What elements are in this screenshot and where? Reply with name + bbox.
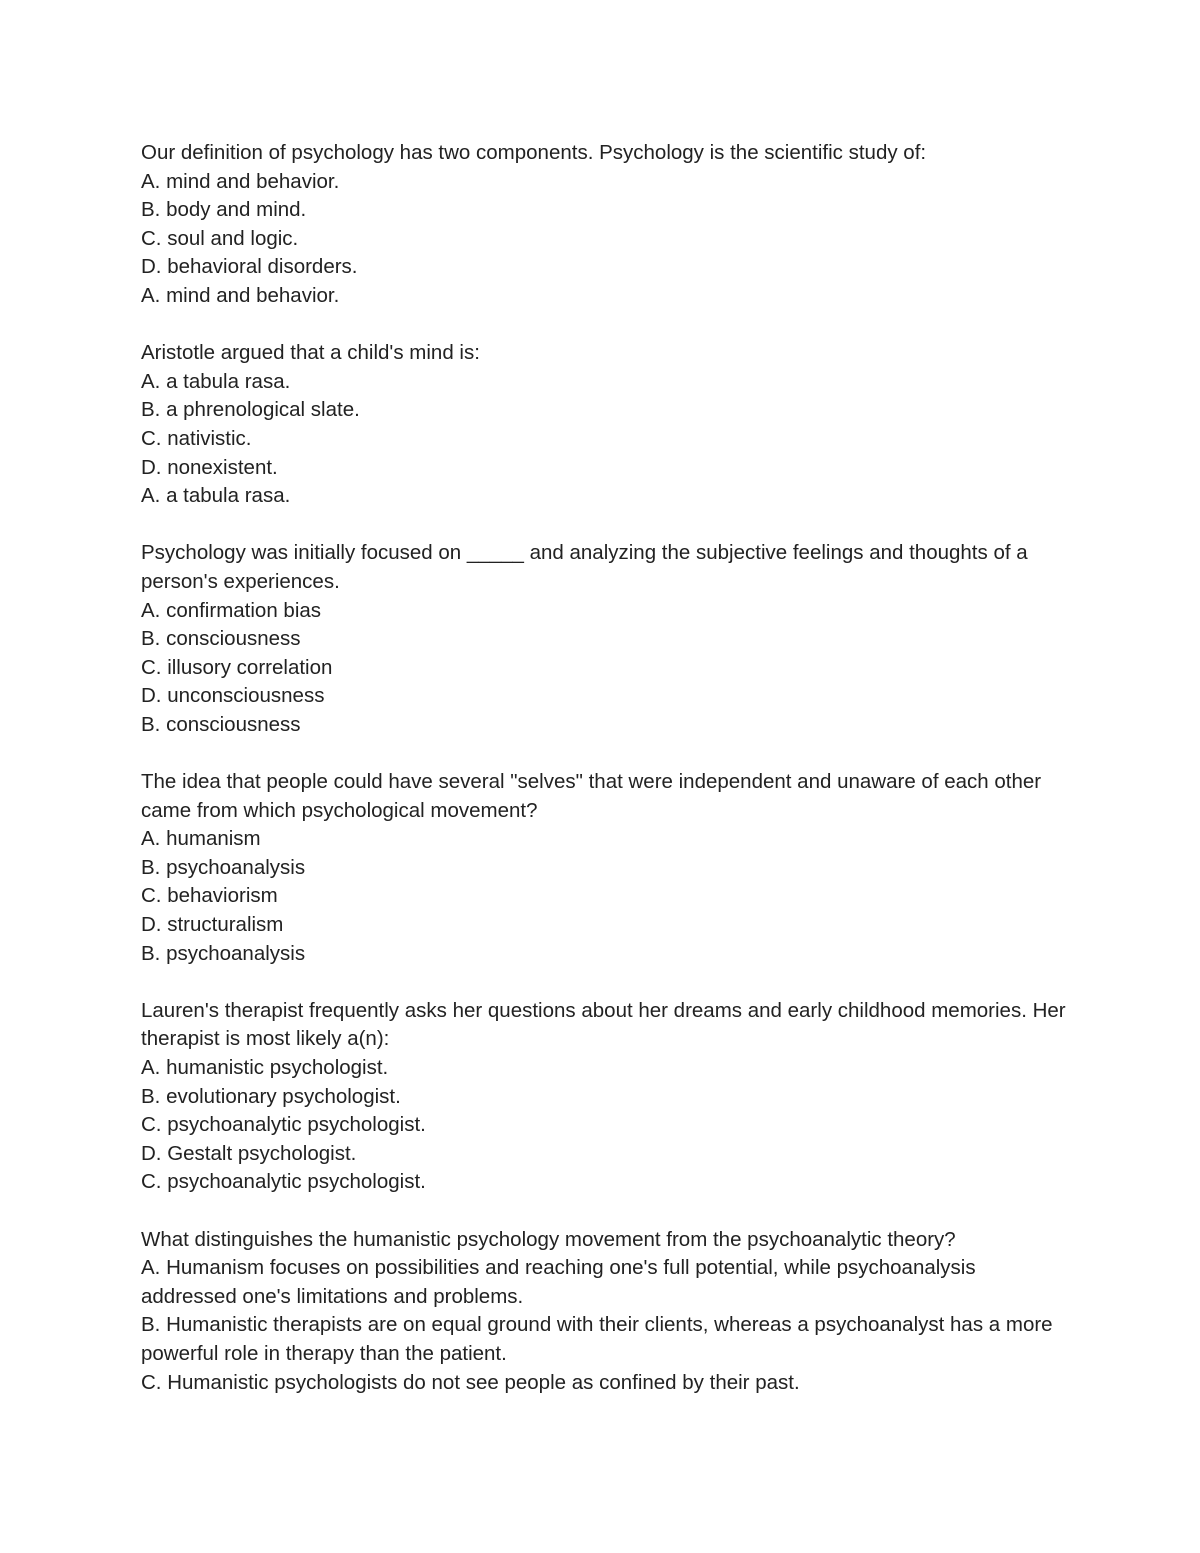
answer-option-c: C. illusory correlation [141, 655, 333, 679]
document-page [141, 139, 1076, 1397]
answer-option-a: A. humanism [141, 827, 261, 851]
question-4 [141, 768, 1076, 968]
correct-answer: A. a tabula rasa. [141, 484, 291, 508]
question-prompt: Lauren's therapist frequently asks her questions about her dreams and early childhood memories. Her therapist is most likely a(n): [141, 998, 1072, 1051]
answer-option-b: B. psychoanalysis [141, 855, 306, 879]
answer-option-d: D. Gestalt psychologist. [141, 1141, 357, 1165]
correct-answer: B. consciousness [141, 712, 301, 736]
answer-option-c: C. nativistic. [141, 426, 252, 450]
answer-option-a: A. confirmation bias [141, 598, 322, 622]
answer-option-d: D. behavioral disorders. [141, 255, 358, 279]
question-prompt: What distinguishes the humanistic psychology movement from the psychoanalytic theory? [141, 1227, 956, 1251]
answer-option-a: A. mind and behavior. [141, 169, 340, 193]
answer-option-a: A. Humanism focuses on possibilities and reaching one's full potential, while psychoanalysis addressed one's limitations and problems. [141, 1256, 982, 1308]
correct-answer: B. psychoanalysis [141, 941, 306, 965]
question-prompt: Psychology was initially focused on _____ and analyzing the subjective feelings and thoughts of a person's experiences. [141, 541, 1034, 593]
answer-option-c: C. Humanistic psychologists do not see people as confined by their past. [141, 1370, 800, 1394]
question-3 [141, 539, 1076, 739]
question-6 [141, 1226, 1076, 1398]
answer-option-b: B. a phrenological slate. [141, 398, 360, 422]
answer-option-c: C. behaviorism [141, 884, 278, 908]
answer-option-d: D. unconsciousness [141, 684, 325, 708]
question-prompt: The idea that people could have several "selves" that were independent and unaware of each other came from which psychological movement? [141, 770, 1047, 822]
answer-option-b: B. Humanistic therapists are on equal ground with their clients, whereas a psychoanalyst has a more powerful role in therapy than the patient. [141, 1313, 1059, 1365]
answer-option-c: C. psychoanalytic psychologist. [141, 1113, 426, 1137]
answer-option-b: B. evolutionary psychologist. [141, 1084, 401, 1108]
question-1 [141, 139, 1076, 311]
answer-option-d: D. nonexistent. [141, 455, 278, 479]
question-prompt: Our definition of psychology has two components. Psychology is the scientific study of: [141, 141, 927, 164]
answer-option-b: B. consciousness [141, 627, 301, 651]
correct-answer: C. psychoanalytic psychologist. [141, 1170, 426, 1194]
answer-option-c: C. soul and logic. [141, 226, 299, 250]
answer-option-d: D. structuralism [141, 913, 284, 937]
answer-option-b: B. body and mind. [141, 198, 307, 222]
question-2 [141, 339, 1076, 511]
answer-option-a: A. a tabula rasa. [141, 369, 291, 393]
question-5 [141, 997, 1076, 1197]
question-prompt: Aristotle argued that a child's mind is: [141, 341, 480, 365]
correct-answer: A. mind and behavior. [141, 283, 340, 307]
answer-option-a: A. humanistic psychologist. [141, 1056, 389, 1079]
